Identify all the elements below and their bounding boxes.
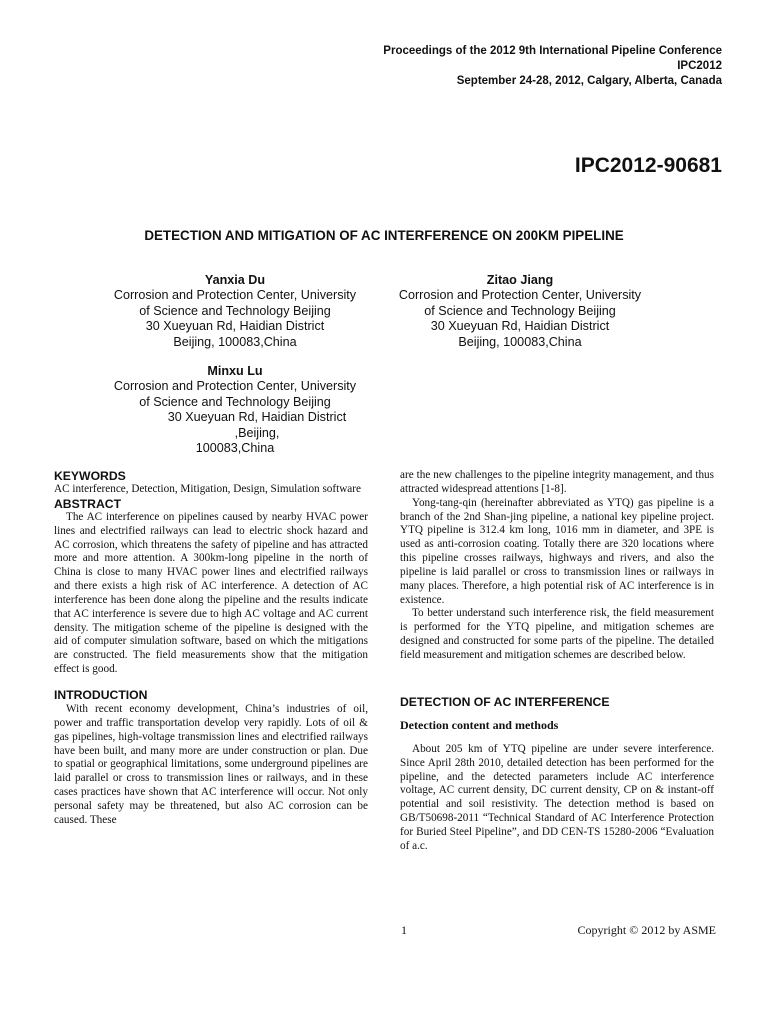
paper-id: IPC2012-90681 (574, 154, 722, 177)
author-block (385, 273, 655, 350)
proceedings-line: Proceedings of the 2012 9th International Pipeline Conference (383, 45, 722, 57)
author-address: 30 Xueyuan Rd, Haidian District (430, 319, 610, 334)
author-address: 100083,China (195, 441, 275, 456)
page-number: 1 (401, 923, 407, 937)
introduction-continued (400, 469, 714, 663)
author-address: 30 Xueyuan Rd, Haidian District ,Beijing, (167, 410, 347, 440)
author-affiliation: Corrosion and Protection Center, University (113, 379, 357, 394)
conference-code: IPC2012 (677, 60, 722, 72)
proceedings-header (383, 44, 722, 89)
detection-body (400, 743, 714, 854)
author-address: 30 Xueyuan Rd, Haidian District (145, 319, 325, 334)
paper-title: DETECTION AND MITIGATION OF AC INTERFERENCE ON 200KM PIPELINE (144, 228, 624, 243)
author-affiliation: of Science and Technology Beijing (139, 303, 331, 318)
keywords-text: AC interference, Detection, Mitigation, Design, Simulation software (54, 483, 361, 495)
introduction-paragraph: To better understand such interference risk, the field measurement is performed for the YTQ pipeline, and mitigation schemes are designed and constructed for some parts of the pipeline. The detailed field measurement and mitigation schemes are described below. (400, 607, 714, 661)
detection-paragraph: About 205 km of YTQ pipeline are under severe interference. Since April 28th 2010, detailed detection has been performed for the pipeline, and the detected parameters include AC interference voltage, AC current density, DC current density, CP on & instant-off potential and soil resistivity. The detection method is based on GB/T50698-2011 “Technical Standard of AC Interference Protection for Buried Steel Pipeline”, and DD CEN-TS 15280-2006 “Evaluation of a.c. (400, 742, 714, 852)
author-address: Beijing, 100083,China (458, 334, 582, 349)
conference-date-location: September 24-28, 2012, Calgary, Alberta, Canada (456, 75, 722, 87)
author-affiliation: of Science and Technology Beijing (139, 394, 331, 409)
author-address: Beijing, 100083,China (173, 334, 297, 349)
introduction-paragraph-continued: are the new challenges to the pipeline integrity management, and thus attracted widespread attentions [1-8]. (400, 469, 714, 495)
abstract-paragraph: The AC interference on pipelines caused by nearby HVAC power lines and electrified railways can lead to electric shock hazard and AC corrosion, which threatens the safety of pipeline and has attracted more and more attention. A 300km-long pipeline in the north of China is close to many HVAC power lines and electrified railways and there exists a high risk of AC interference. A detection of AC interference has been done along the pipeline and the results indicate that AC interference is severe due to high AC voltage and AC current density. The mitigation scheme of the pipeline is designed with the aid of computer simulation software, based on which the mitigations are constructed. The field measurements show that the mitigation effect is good. (54, 510, 368, 676)
keywords-heading: KEYWORDS (54, 469, 126, 483)
right-column (400, 469, 714, 854)
introduction-heading: INTRODUCTION (54, 687, 148, 702)
abstract-heading: ABSTRACT (54, 496, 122, 511)
introduction-paragraph: Yong-tang-qin (hereinafter abbreviated as YTQ) gas pipeline is a branch of the 2nd Shan-jing pipeline, a national key pipeline project. YTQ pipeline is 312.4 km long, 1016 mm in diameter, and 3PE is used as anti-corrosion coating. Totally there are 320 locations where this pipeline crosses railways, highways and rivers, and also the pipeline is laid parallel or cross to transmission lines or railways in many places. Therefore, a high potential risk of AC interference is in existence. (400, 496, 714, 606)
introduction-body (54, 703, 368, 828)
author-affiliation: Corrosion and Protection Center, University (398, 288, 642, 303)
copyright-notice: Copyright © 2012 by ASME (577, 923, 716, 937)
abstract-body (54, 511, 368, 677)
left-column (54, 469, 368, 828)
author-block (100, 273, 370, 350)
author-name: Yanxia Du (204, 273, 266, 287)
author-name: Minxu Lu (207, 364, 263, 378)
author-affiliation: Corrosion and Protection Center, University (113, 288, 357, 303)
author-name: Zitao Jiang (486, 273, 554, 287)
detection-subheading: Detection content and methods (400, 717, 559, 732)
author-block (100, 364, 370, 456)
introduction-paragraph: With recent economy development, China’s industries of oil, power and traffic transportation develop very rapidly. Lots of oil & gas pipelines, high-voltage transmission lines and electrified railways have been built, and many more are under construction or plan. Due to spatial or geographical limitations, some underground pipelines are laid parallel or cross to transmission lines or railways, and in these cases practices have shown that AC interference will occur. Not only personal safety may be threatened, but also AC corrosion can be caused. These (54, 702, 368, 826)
detection-heading: DETECTION OF AC INTERFERENCE (400, 694, 610, 709)
author-affiliation: of Science and Technology Beijing (424, 303, 616, 318)
